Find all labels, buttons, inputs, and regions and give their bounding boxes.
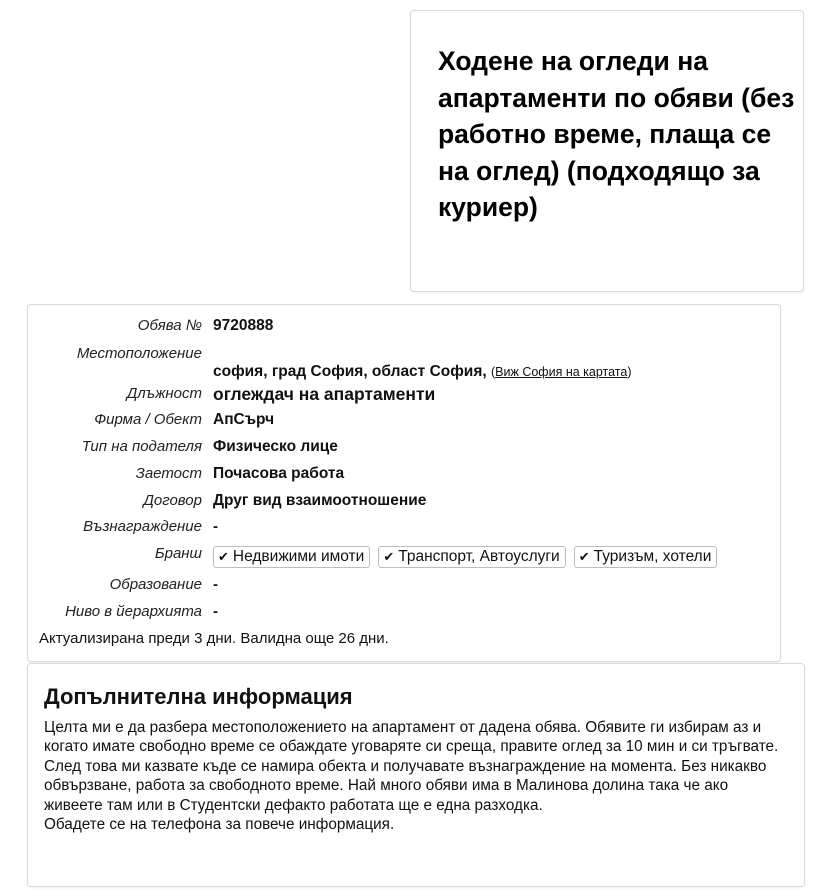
location-value xyxy=(213,363,632,381)
hierarchy-value: - xyxy=(213,603,218,620)
employment-value: Почасова работа xyxy=(213,465,345,482)
contract-value: Друг вид взаимоотношение xyxy=(213,492,427,509)
industry-tag xyxy=(213,546,370,568)
industry-tag xyxy=(574,546,718,568)
company-label: Фирма / Обект xyxy=(94,411,202,428)
industry-tag-label: Туризъм, хотели xyxy=(593,548,712,565)
ad-number-label: Обява № xyxy=(137,317,202,334)
industry-tag-label: Недвижими имоти xyxy=(232,548,365,565)
check-icon: ✔ xyxy=(218,549,229,564)
position-value: оглеждач на апартаменти xyxy=(213,384,436,404)
industry-tag-label: Транспорт, Автоуслуги xyxy=(398,548,560,565)
map-link-wrapper xyxy=(491,365,632,379)
contract-label: Договор xyxy=(143,492,202,509)
location-label: Местоположение xyxy=(76,345,202,362)
poster-type-value: Физическо лице xyxy=(213,438,338,455)
salary-value: - xyxy=(213,518,218,535)
industry-tags xyxy=(213,546,717,568)
position-label: Длъжност xyxy=(126,385,202,402)
industry-tag xyxy=(378,546,565,568)
ad-number-value: 9720888 xyxy=(213,317,274,334)
listing-details-card xyxy=(27,304,781,662)
education-value: - xyxy=(213,576,218,593)
additional-info-paragraph: Целта ми е да разбера местоположението на апартамент от дадена обява. Обявите ги избирам аз и когато имате свободно време се обаждате уговаряте си среща, правите оглед за 10 мин и си тръгвате. След това ми казвате къде се намира обекта и получавате възнаграждение на момента. Без никакво обвързване, работа за свободното време. Най много обяви има в Малинова долина така че ако живеете там или в Студентски дефакто работата ще е една разходка. xyxy=(44,719,779,814)
check-icon: ✔ xyxy=(578,549,590,564)
updated-status: Актуализирана преди 3 дни. Валидна още 26 дни. xyxy=(39,630,389,647)
map-link-close-paren: ) xyxy=(627,365,632,379)
map-link-open-paren: ( xyxy=(491,365,496,379)
check-icon: ✔ xyxy=(383,549,395,564)
employment-label: Заетост xyxy=(135,465,202,482)
additional-info-heading: Допълнителна информация xyxy=(44,684,353,709)
listing-title: Ходене на огледи на апартаменти по обяви (без работно време, плаща се на оглед) (подходящо за куриер) xyxy=(438,46,795,222)
poster-type-label: Тип на подателя xyxy=(81,438,202,455)
location-text: софия, град София, област София, xyxy=(213,363,487,380)
view-on-map-link[interactable]: Виж София на картата xyxy=(495,365,628,379)
additional-info-card xyxy=(27,663,805,887)
industry-label: Бранш xyxy=(154,545,202,562)
listing-title-card xyxy=(410,10,804,292)
hierarchy-label: Ниво в йерархията xyxy=(65,603,202,620)
salary-label: Възнаграждение xyxy=(83,518,202,535)
education-label: Образование xyxy=(109,576,202,593)
additional-info-paragraph: Обадете се на телефона за повече информация. xyxy=(44,816,395,834)
company-value: АпСърч xyxy=(213,411,275,428)
additional-info-text xyxy=(44,718,789,834)
